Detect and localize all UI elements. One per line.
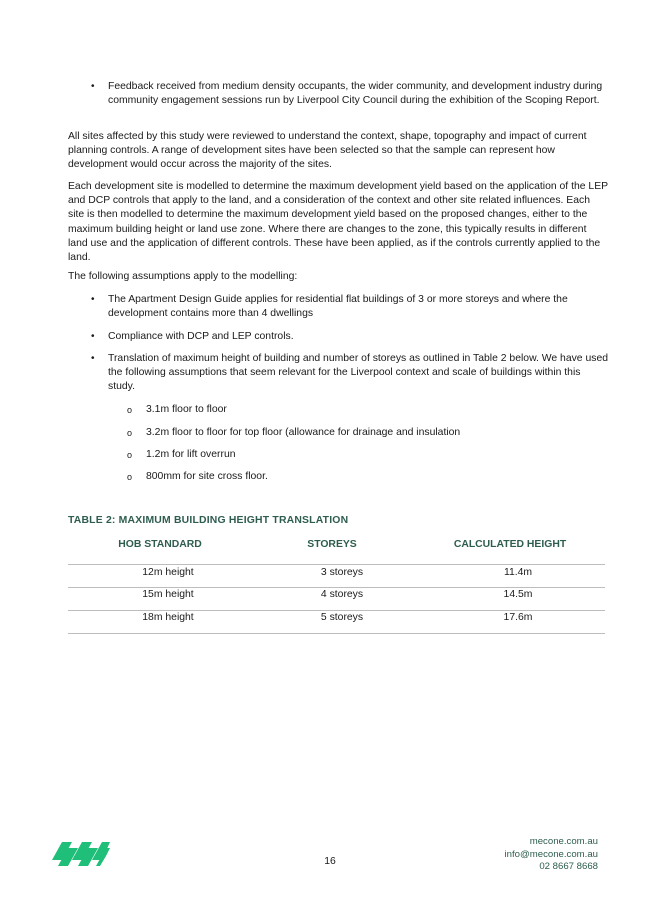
sub-bullet-text: 3.2m floor to floor for top floor (allowance for drainage and insulation: [146, 427, 461, 438]
sub-bullet-text: 1.2m for lift overrun: [146, 449, 236, 460]
footer-contact: [505, 836, 598, 874]
table-cell-hob: 15m height: [142, 589, 194, 600]
table-header-hob-standard: HOB STANDARD: [118, 539, 202, 550]
bullet-text: Translation of maximum height of building and number of storeys as outlined in Table 2 below. We have used the following assumptions that seem relevant for the Liverpool context and scale of buildings within this study.: [108, 353, 609, 393]
table-cell-hob: 12m height: [142, 567, 194, 578]
table-rule: [68, 587, 605, 588]
email-link[interactable]: info@mecone.com.au: [504, 848, 598, 860]
sub-bullet-text: 800mm for site cross floor.: [146, 471, 268, 482]
table-cell-height: 14.5m: [503, 589, 533, 600]
table-cell-height: 11.4m: [503, 567, 533, 578]
paragraph-sites-reviewed: All sites affected by this study were reviewed to understand the context, shape, topography and impact of current planning controls. A range of development sites have been selected so that the sample can represent how development would occur across the majority of the sites.: [68, 131, 587, 171]
table-cell-hob: 18m height: [142, 612, 194, 623]
website-link[interactable]: mecone.com.au: [529, 836, 598, 847]
bullet-text: Feedback received from medium density occupants, the wider community, and development industry during community engagement sessions run by Liverpool City Council during the exhibition of the Scoping Report.: [108, 81, 603, 107]
table-rule: [68, 633, 605, 634]
bullet-glyph: •: [91, 81, 95, 92]
table-header-calculated-height: CALCULATED HEIGHT: [453, 539, 567, 550]
table-header-storeys: STOREYS: [307, 539, 357, 550]
sub-bullet-glyph: o: [127, 428, 133, 438]
bullet-glyph: •: [91, 331, 95, 342]
table-cell-storeys: 5 storeys: [320, 612, 364, 623]
paragraph-modelling: Each development site is modelled to determine the maximum development yield based on the application of the LEP and DCP controls that apply to the land, and a consideration of the context and other site related influences. Each site is then modelled to determine the maximum development yield based on the proposed changes, either to the maximum building height or land use zone. Where there are changes to the zone, this typically results in different land use and the application of different controls. These have been applied, as if the controls currently applied to the land.: [68, 181, 608, 264]
table-cell-storeys: 3 storeys: [320, 567, 364, 578]
bullet-text: Compliance with DCP and LEP controls.: [108, 331, 294, 342]
paragraph-assumptions-intro: The following assumptions apply to the modelling:: [68, 271, 298, 282]
table-cell-height: 17.6m: [503, 612, 533, 623]
phone-number: 02 8667 8668: [539, 861, 598, 873]
bullet-glyph: •: [91, 294, 95, 305]
bullet-glyph: •: [91, 353, 95, 364]
sub-bullet-glyph: o: [127, 450, 133, 460]
table-title: TABLE 2: MAXIMUM BUILDING HEIGHT TRANSLATION: [68, 515, 349, 526]
table-rule: [68, 610, 605, 611]
bullet-text: The Apartment Design Guide applies for residential flat buildings of 3 or more storeys and where the development contains more than 4 dwellings: [108, 294, 568, 320]
page-number: 16: [324, 856, 336, 867]
sub-bullet-glyph: o: [127, 405, 133, 415]
table-rule: [68, 564, 605, 565]
mecone-logo-icon: [52, 838, 110, 868]
sub-bullet-glyph: o: [127, 472, 133, 482]
sub-bullet-text: 3.1m floor to floor: [146, 404, 227, 415]
table-cell-storeys: 4 storeys: [320, 589, 364, 600]
